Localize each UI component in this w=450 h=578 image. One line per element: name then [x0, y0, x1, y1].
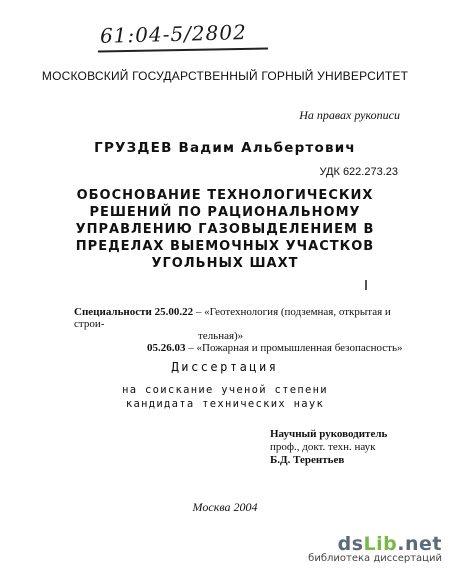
specialty-code: 25.00.22 [154, 306, 194, 318]
supervisor-name: Б.Д. Терентьев [270, 454, 345, 466]
specialty-2 [74, 342, 404, 354]
title-line: УПРАВЛЕНИЮ ГАЗОВЫДЕЛЕНИЕМ В [75, 222, 375, 237]
watermark-brand-lib: Lib [363, 533, 398, 555]
specialties-block [74, 306, 404, 354]
watermark-brand-net: .net [397, 533, 442, 555]
scan-mark [365, 280, 367, 290]
title-line: РЕШЕНИЙ ПО РАЦИОНАЛЬНОМУ [89, 205, 361, 220]
specialty-code: 05.26.03 [147, 342, 186, 354]
university-name: МОСКОВСКИЙ ГОСУДАРСТВЕННЫЙ ГОРНЫЙ УНИВЕРСИТЕТ [41, 69, 409, 83]
degree-line: на соискание ученой степени [122, 384, 328, 396]
supervisor-block [270, 428, 387, 467]
manuscript-rights: На правах рукописи [299, 108, 400, 122]
title-line: УГОЛЬНЫХ ШАХТ [151, 256, 299, 271]
udk-code: УДК 622.273.23 [319, 166, 398, 178]
title-line: ОБОСНОВАНИЕ ТЕХНОЛОГИЧЕСКИХ [76, 188, 374, 203]
watermark-brand-ds: ds [337, 533, 364, 555]
watermark [308, 533, 442, 564]
handwritten-underline [98, 48, 268, 53]
handwritten-archive-code: 61:04-5/2802 [99, 20, 248, 48]
specialty-1-continuation: тельная)» [198, 330, 244, 342]
specialties-label: Специальности [74, 306, 152, 318]
title-line: ПРЕДЕЛАХ ВЫЕМОЧНЫХ УЧАСТКОВ [75, 239, 375, 254]
watermark-subtitle: библиотека диссертаций [308, 553, 442, 564]
author-name: ГРУЗДЕВ Вадим Альбертович [94, 140, 356, 156]
watermark-logo [308, 533, 442, 555]
supervisor-title: проф., докт. техн. наук [270, 441, 376, 453]
degree-line: кандидата технических наук [125, 398, 325, 410]
specialty-1 [74, 306, 404, 330]
dissertation-label: Диссертация [171, 360, 279, 374]
specialty-name: – «Пожарная и промышленная безопасность» [188, 342, 403, 354]
specialty-name: – «Геотехнология (подземная, открытая и строи- [74, 306, 391, 330]
dissertation-title [0, 187, 450, 272]
city-year: Москва 2004 [192, 500, 258, 514]
supervisor-heading: Научный руководитель [270, 428, 388, 440]
